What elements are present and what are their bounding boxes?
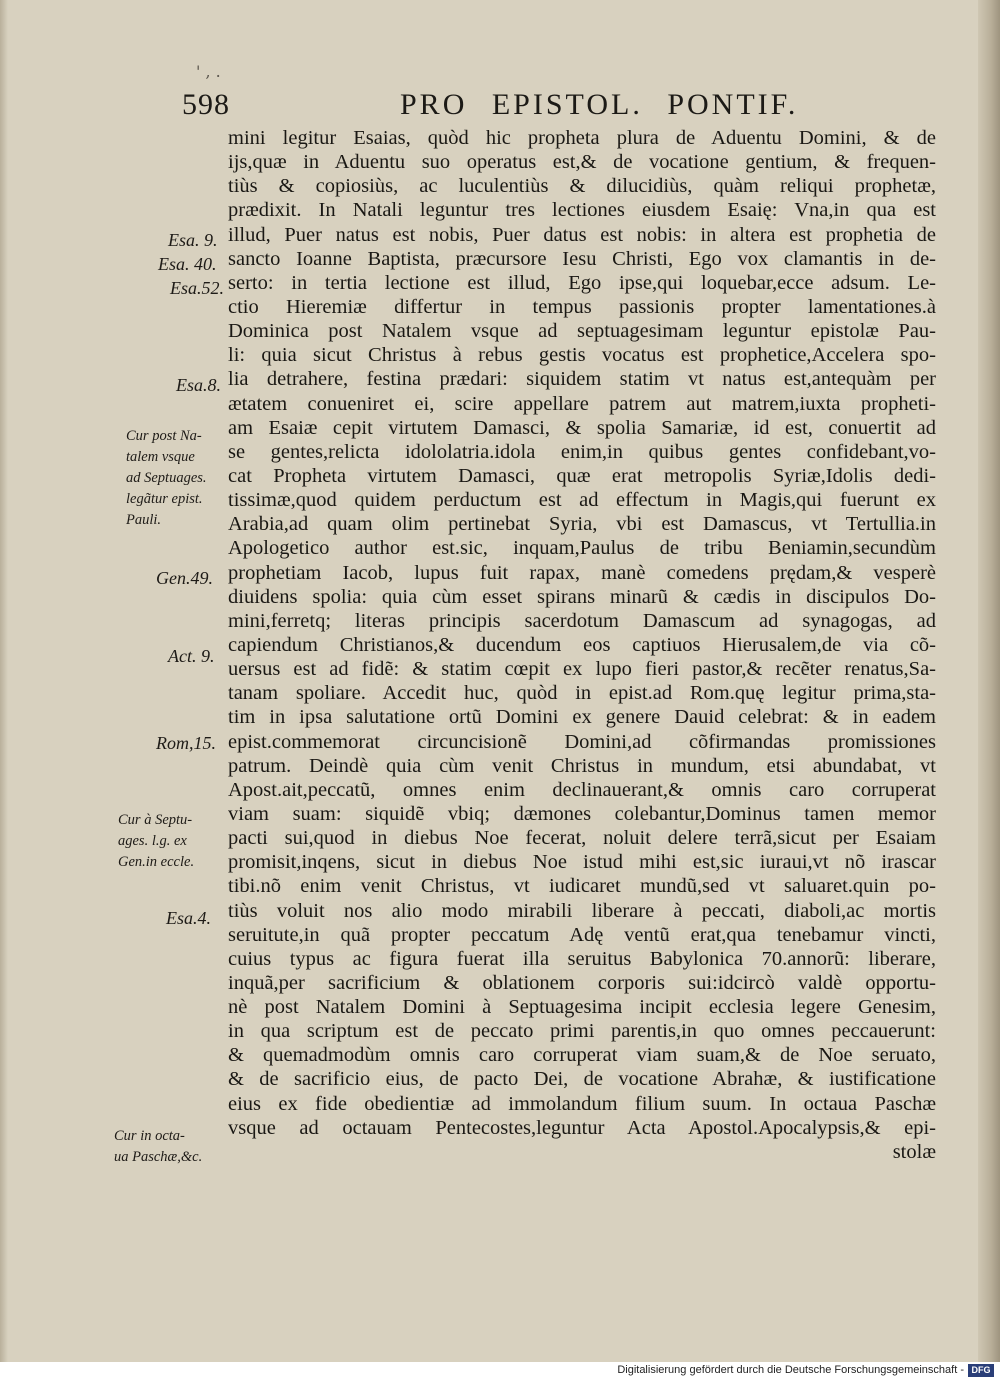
text-line: epist.commemorat circuncisionẽ Domini,ad cõfirmandas promissiones (228, 730, 936, 753)
gloss-line: Gen.in eccle. (118, 854, 195, 870)
text-line: diuidens spolia: quia cùm esset spirans minarũ & cædis in discipulos Do- (228, 585, 936, 608)
text-line: ætatem conueniret ei, scire appellare patrem aut matrem,iuxta propheti- (228, 392, 936, 415)
text-line: lia detrahere, festina prædari: siquidem statim vt natus est,antequàm per (228, 368, 936, 391)
text-line: uersus est ad fidẽ: & statim cœpit ex lupo fieri pastor,& recẽter renatus,Sa- (228, 658, 936, 681)
text-line: cuius typus ac figura fuerat illa seruitus Babylonica 70.annorũ: liberare, (228, 947, 936, 970)
gloss-line: Cur post Na- (126, 428, 202, 444)
text-line: inquã,per sacrificium & oblationem corporis sui:idcircò valdè opportu- (228, 971, 936, 994)
dfg-logo: DFG (968, 1364, 994, 1377)
text-line: pacti sui,quod in diebus Noe fecerat, noluit delere terrã,sicut per Esaiam (228, 827, 936, 850)
text-line: Apost.ait,peccatũ, omnes enim declinauerant,& omnis caro corruperat (228, 778, 936, 801)
text-line: mini legitur Esaias, quòd hic propheta plura de Aduentu Domini, & de (228, 127, 936, 149)
gloss-line: ages. l.g. ex (118, 833, 187, 849)
text-line: capiendum Christianos,& ducendum eos captiuos Hierusalem,de via cõ- (228, 633, 936, 656)
text-line: tissimæ,quod quidem perductum est ad effectum in Magis,qui fuerunt ex (228, 489, 936, 512)
text-line: Dominica post Natalem vsque ad septuagesimam leguntur epistolæ Pau- (228, 320, 936, 343)
text-line: ijs,quæ in Aduentu suo operatus est,& de vocatione gentium, & frequen- (228, 151, 936, 174)
text-line: stolæ (892, 1140, 936, 1163)
gloss-line: ad Septuages. (126, 470, 207, 486)
text-line: patrum. Deindè quia cùm venit Christus in mundum, etsi abundabat, vt (228, 754, 936, 777)
text-line: am Esaiæ cepit virtutem Damasci, & spolia Samariæ, id est, conuertit ad (228, 416, 936, 439)
text-line: Apologetico author est.sic, inquam,Paulus de tribu Beniamin,secundùm (228, 537, 936, 560)
text-line: viam suam: siquidẽ vbiq; dæmones colebantur,Dominus tamen memor (228, 802, 936, 825)
page-number: 598 (182, 88, 230, 121)
text-line: in qua scriptum est de peccato primi parentis,in quo omnes peccauerunt: (228, 1020, 936, 1043)
text-line: serto: in tertia lectione est illud, Ego ipse,qui loquebar,ecce adsum. Le- (228, 271, 936, 294)
margin-gloss-cur-a-septuagesima (118, 810, 194, 873)
text-line: mini,ferretq; literas principis sacerdotum Damascum ad synagogas, ad (228, 609, 936, 632)
text-line: prædixit. In Natali leguntur tres lectiones eiusdem Esaię: Vna,in qua est (228, 199, 936, 222)
margin-note-gen-49: Gen.49. (156, 568, 213, 588)
footer-credit: Digitalisierung gefördert durch die Deutsche Forschungsgemeinschaft - (617, 1364, 964, 1376)
text-line: seruitute,in quã propter peccatum Adę ventũ erat,qua tenebamur vincti, (228, 923, 936, 946)
book-gutter-shadow (978, 0, 1000, 1362)
text-line: tim in ipsa salutatione ortũ Domini ex genere Dauid celebrat: & in eadem (228, 706, 936, 729)
text-line: illud, Puer natus est nobis, Puer datus est nobis: in altera est prophetia de (228, 223, 936, 246)
text-line: sancto Ioanne Baptista, præcursore Iesu Christi, Ego vox clamantis in de- (228, 247, 936, 270)
main-text-block (228, 126, 936, 1164)
text-line: & de sacrificio eius, de pacto Dei, de vocatione Abrahæ, & iustificatione (228, 1068, 936, 1091)
gloss-line: Pauli. (126, 512, 162, 528)
text-line: ctio Hieremiæ differtur in tempus passionis propter lamentationes.à (228, 295, 936, 318)
gloss-line: legãtur epist. (126, 491, 203, 507)
text-line: eius ex fide obedientiæ ad immolandum filium suum. In octaua Paschæ (228, 1092, 936, 1115)
margin-note-esa-4: Esa.4. (166, 908, 211, 928)
margin-note-act-9: Act. 9. (168, 646, 215, 666)
margin-note-esa-40: Esa. 40. (158, 254, 217, 274)
text-line: cat Propheta virtutem Damasci, quæ erat metropolis Syriæ,Idolis dedi- (228, 464, 936, 487)
text-line: tiùs & copiosiùs, ac luculentiùs & dilucidiùs, quàm reliqui prophetæ, (228, 175, 936, 198)
text-line: nè post Natalem Domini à Septuagesima incipit ecclesia legere Genesim, (228, 996, 936, 1019)
text-line: tibi.nõ enim venit Christus, vt iudicaret mundũ,sed vt saluaret.quin po- (228, 875, 936, 898)
text-line: li: quia sicut Christus à rebus gestis vocatus est prophetice,Accelera spo- (228, 344, 936, 367)
gloss-line: Cur in octa- (114, 1128, 185, 1144)
margin-gloss-cur-in-octaua (114, 1126, 202, 1168)
text-line: & quemadmodùm omnis caro corruperat viam suam,& de Noe seruato, (228, 1044, 936, 1067)
gloss-line: talem vsque (126, 449, 195, 465)
scan-specks: ' , . (196, 62, 221, 81)
text-line: tanam spoliare. Accedit huc, quòd in epist.ad Rom.quę legitur prima,sta- (228, 682, 936, 705)
text-line: tiùs voluit nos alio modo mirabili liberare à peccati, diaboli,ac mortis (228, 899, 936, 922)
page-left-edge (0, 0, 8, 1362)
text-line: promisit,inqens, sicut in diebus Noe istud mihi est,sic iuraui,vt nõ irascar (228, 851, 936, 874)
text-line: vsque ad octauam Pentecostes,leguntur Acta Apostol.Apocalypsis,& epi- (228, 1116, 936, 1139)
margin-note-esa-9: Esa. 9. (168, 230, 218, 250)
text-line: Arabia,ad quam olim pertinebat Syria, vbi est Damascus, vt Tertullia.in (228, 513, 936, 536)
margin-note-rom-15: Rom,15. (156, 733, 216, 753)
running-head: PRO EPISTOL. PONTIF. (400, 88, 799, 121)
gloss-line: Cur à Septu- (118, 812, 193, 828)
gloss-line: ua Paschæ,&c. (114, 1149, 203, 1165)
margin-gloss-cur-post-natalem (126, 426, 207, 531)
text-line: prophetiam Iacob, lupus fuit rapax, manè comedens prędam,& vesperè (228, 561, 936, 584)
text-line: se gentes,relicta idololatria.idola enim,in quibus gentes confidebant,vo- (228, 440, 936, 463)
margin-note-esa-8: Esa.8. (176, 375, 221, 395)
margin-note-esa-52: Esa.52. (170, 278, 224, 298)
